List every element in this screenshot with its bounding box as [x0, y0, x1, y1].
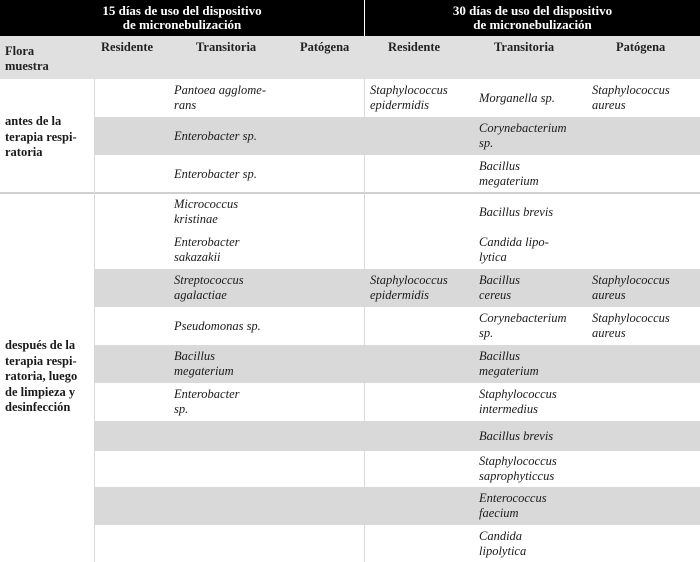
cell-transitoria-15: [174, 167, 257, 182]
cell-text-line: Staphylococcus: [370, 273, 448, 287]
flora-label-line: terapia respi-: [5, 129, 77, 144]
flora-label-line: desinfección: [5, 400, 71, 414]
cell-text-line: Candida lipo-: [479, 235, 549, 249]
flora-label-line: de limpieza y: [5, 384, 76, 399]
table-row: [0, 345, 700, 383]
cell-transitoria-15: [174, 235, 240, 265]
cell-transitoria-30: [479, 349, 539, 379]
cell-text-line: intermedius: [479, 402, 539, 416]
cell-transitoria-15: [174, 83, 266, 113]
cell-residente-30: [370, 273, 448, 303]
cell-text-line: Staphylococcus: [479, 387, 557, 401]
cell-transitoria-30: [479, 454, 557, 484]
column-header-transitoria-15: Transitoria: [196, 40, 257, 54]
flora-label-line: ratoria: [5, 145, 43, 159]
cell-text-line: aureus: [592, 98, 626, 112]
cell-patogena-30: [592, 311, 670, 341]
cell-transitoria-30: [479, 273, 520, 303]
cell-text-line: Streptococcus: [174, 273, 244, 287]
column-header-patogena-30: Patógena: [616, 40, 666, 54]
cell-text-line: Corynebacterium: [479, 121, 567, 135]
cell-text-line: megaterium: [479, 174, 539, 188]
cell-text-line: lytica: [479, 250, 507, 264]
cell-transitoria-15: [174, 349, 234, 379]
cell-transitoria-30: [479, 311, 566, 341]
group-header-15-line2: de micronebulización: [122, 17, 242, 32]
cell-text-line: Pantoea agglome-: [174, 83, 266, 97]
cell-text-line: Micrococcus: [174, 197, 239, 211]
cell-text-line: Staphylococcus: [592, 83, 670, 97]
cell-text-line: Enterobacter: [174, 387, 240, 401]
flora-label-line: después de la: [5, 338, 76, 352]
cell-text-line: Corynebacterium: [479, 311, 567, 325]
cell-text-line: Bacillus: [479, 159, 520, 173]
cell-transitoria-30: [479, 235, 549, 265]
cell-transitoria-15: [174, 197, 238, 227]
column-header-residente-30: Residente: [388, 40, 441, 54]
cell-transitoria-30: [479, 91, 555, 106]
cell-text-line: Bacillus brevis: [479, 205, 554, 219]
group-separator: [0, 192, 700, 194]
column-header-residente-15: Residente: [101, 40, 154, 54]
table-row: [0, 231, 700, 269]
cell-text-line: saprophyticcus: [479, 469, 555, 483]
cell-text-line: Staphylococcus: [592, 273, 670, 287]
column-header-flora-line1: Flora: [5, 44, 35, 58]
table-row: [0, 155, 700, 193]
cell-text-line: epidermidis: [370, 288, 430, 302]
cell-text-line: kristinae: [174, 212, 218, 226]
cell-text-line: sp.: [479, 136, 494, 150]
column-divider-flora: [94, 79, 95, 562]
cell-text-line: aureus: [592, 326, 626, 340]
group-header-15-days: [0, 0, 364, 36]
cell-text-line: megaterium: [174, 364, 234, 378]
column-header-row: [0, 36, 700, 79]
cell-text-line: Staphylococcus: [370, 83, 448, 97]
table-row: [0, 117, 700, 155]
cell-text-line: Bacillus: [479, 349, 520, 363]
cell-text-line: Bacillus: [479, 273, 520, 287]
cell-text-line: megaterium: [479, 364, 539, 378]
cell-transitoria-30: [479, 387, 557, 417]
cell-text-line: faecium: [479, 506, 519, 520]
flora-label-antes: [5, 114, 77, 161]
cell-text-line: Enterobacter sp.: [174, 167, 257, 181]
table-row: [0, 525, 700, 562]
flora-label-line: terapia respi-: [5, 353, 77, 368]
column-header-flora-line2: muestra: [5, 59, 49, 73]
cell-patogena-30: [592, 83, 670, 113]
cell-text-line: Enterococcus: [479, 491, 547, 505]
flora-label-line: ratoria, luego: [5, 369, 78, 383]
cell-text-line: Morganella sp.: [479, 91, 555, 105]
cell-text-line: Enterobacter sp.: [174, 129, 257, 143]
cell-text-line: Staphylococcus: [592, 311, 670, 325]
flora-label-line: antes de la: [5, 114, 62, 128]
cell-text-line: epidermidis: [370, 98, 430, 112]
cell-text-line: Pseudomonas sp.: [174, 319, 261, 333]
cell-text-line: lipolytica: [479, 544, 527, 558]
cell-transitoria-30: [479, 491, 547, 521]
group-header-30-days: [365, 0, 700, 36]
column-header-transitoria-30: Transitoria: [494, 40, 555, 54]
cell-text-line: Enterobacter: [174, 235, 240, 249]
cell-transitoria-30: [479, 159, 539, 189]
cell-residente-30: [370, 83, 448, 113]
cell-text-line: Bacillus brevis: [479, 429, 554, 443]
column-header-flora: [5, 44, 49, 74]
cell-transitoria-30: [479, 205, 553, 220]
group-header-30-line2: de micronebulización: [473, 17, 592, 32]
group-header-30-line1: 30 días de uso del dispositivo: [452, 3, 613, 18]
cell-text-line: Staphylococcus: [479, 454, 557, 468]
cell-patogena-30: [592, 273, 670, 303]
table-row: [0, 383, 700, 421]
cell-text-line: cereus: [479, 288, 512, 302]
table-row: [0, 451, 700, 487]
cell-text-line: aureus: [592, 288, 626, 302]
group-header-15-line1: 15 días de uso del dispositivo: [102, 3, 262, 18]
cell-transitoria-30: [479, 529, 526, 559]
cell-transitoria-15: [174, 319, 261, 334]
cell-text-line: sp.: [479, 326, 494, 340]
flora-label-despues: [5, 338, 77, 416]
cell-transitoria-30: [479, 429, 553, 444]
table-row: [0, 487, 700, 525]
cell-transitoria-15: [174, 387, 240, 417]
table-row: [0, 193, 700, 231]
table-row: [0, 421, 700, 451]
column-header-patogena-15: Patógena: [300, 40, 350, 54]
cell-transitoria-30: [479, 121, 566, 151]
cell-text-line: Candida: [479, 529, 523, 543]
column-divider-period: [364, 79, 365, 562]
cell-transitoria-15: [174, 129, 257, 144]
cell-text-line: Bacillus: [174, 349, 215, 363]
cell-text-line: rans: [174, 98, 197, 112]
cell-text-line: sp.: [174, 402, 189, 416]
cell-text-line: agalactiae: [174, 288, 227, 302]
cell-text-line: sakazakii: [174, 250, 221, 264]
cell-transitoria-15: [174, 273, 244, 303]
